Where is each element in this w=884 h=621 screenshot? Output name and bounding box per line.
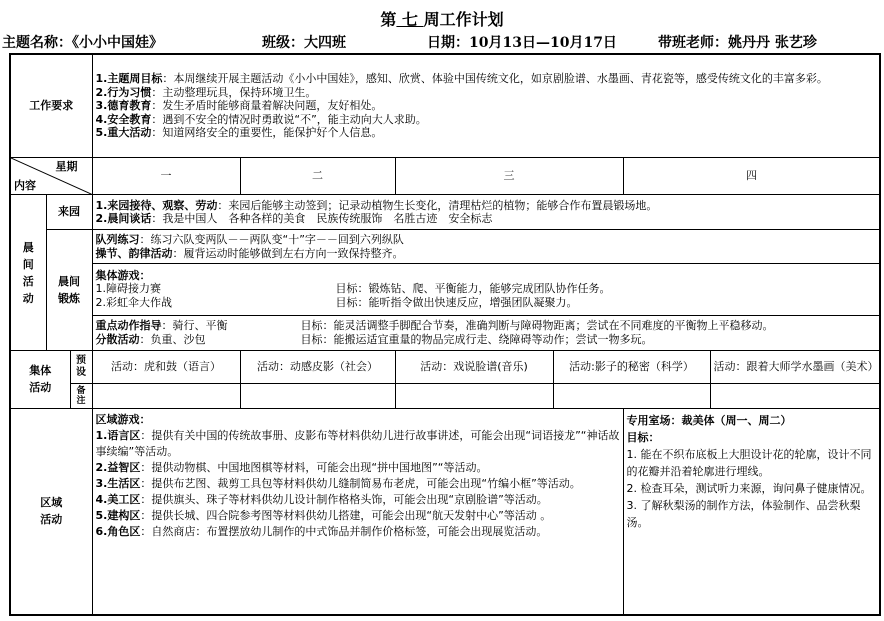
corner-cell [10,157,92,194]
area-games-content: 区域游戏： 1.语言区：提供有关中国的传统故事册、皮影布等材料供幼儿进行故事讲述，可能会出现“词语接龙”“神话故事续编”等活动。 2.益智区：提供动物棋、中国地图棋等材料，可能会出现“拼中国地图”“等活动。 3.生活区：提供布艺图、裁剪工具包等材料供幼儿缝制简易布老虎，可能会出现“竹编小框”等活动。 4.美工区：提供旗头、珠子等材料供幼儿设计制作格格头饰，可能会出现“京剧脸谱”等活动。 5.建构区：提供长城、四合院参考图等材料供幼儿搭建，可能会出现“航天发射中心”等活动 。 6.角色区：自然商店：布置摆放幼儿制作的中式饰品并制作价格标签，可能会出现展览活动。 [92,408,623,615]
area-item: 3.生活区：提供布艺图、裁剪工具包等材料供幼儿缝制简易布老虎，可能会出现“竹编小框”等活动。 [95,476,581,490]
work-req-item: 3.德育教育：发生矛盾时能够商量着解决问题，友好相处。 [95,99,383,113]
focus-goal: 目标：能灵活调整手脚配合节奏，准确判断与障碍物距离；尝试在不同难度的平衡物上平稳移动。 [300,318,774,332]
special-goal: 1. 能在不织布底板上大胆设计花的轮廓，设计不同的花瓣并沿着轮廓进行埋线。 [626,447,872,478]
work-req-item: 5.重大活动：知道网络安全的重要性，能保护好个人信息。 [95,126,383,140]
game-name: 2.彩虹伞大作战 [95,296,173,310]
group-activity: 活动：动感皮影（社会） [240,351,395,384]
group-activity: 活动：戏说脸谱(音乐) [395,351,553,384]
note-cell [710,384,880,409]
arrival-label: 来园 [46,195,92,230]
area-item: 5.建构区：提供长城、四合院参考图等材料供幼儿搭建，可能会出现“航天发射中心”等活动 。 [95,508,552,522]
week-number: 七 [396,10,424,29]
game-goal: 目标：能听指令做出快速反应，增强团队凝聚力。 [335,296,578,310]
corner-week-label: 星期 [55,159,78,173]
game-goal: 目标：锻炼钻、爬、平衡能力，能够完成团队协作任务。 [335,282,611,296]
day-header: 二 [240,157,395,194]
work-req-content [92,54,880,157]
special-goal: 3. 了解秋梨汤的制作方法，体验制作、品尝秋梨汤。 [626,498,861,529]
area-item: 2.益智区：提供动物棋、中国地图棋等材料，可能会出现“拼中国地图”“等活动。 [95,460,488,474]
game-name: 1.障碍接力赛 [95,282,162,296]
special-room-content: 专用室场：裁美体（周一、周二） 目标： 1. 能在不织布底板上大胆设计花的轮廓，设计不同的花瓣并沿着轮廓进行埋线。 2. 检查耳朵，测试听力来源，询问鼻子健康情况。 3. 了解秋梨汤的制作方法，体验制作、品尝秋梨汤。 [623,408,880,615]
group-activity: 活动：虎和鼓（语言） [92,351,240,384]
page-title: 第 七 周工作计划 [380,10,504,29]
note-cell [553,384,710,409]
area-item: 1.语言区：提供有关中国的传统故事册、皮影布等材料供幼儿进行故事讲述，可能会出现“词语接龙”“神话故事续编”等活动。 [95,428,620,458]
group-activity: 活动:影子的秘密（科学） [553,351,710,384]
morning-label: 晨间活动 [10,195,46,351]
group-activity: 活动：跟着大师学水墨画（美术） [710,351,880,384]
note-cell [240,384,395,409]
work-req-item: 2.行为习惯：主动整理玩具，保持环境卫生。 [95,85,317,99]
area-activity-label: 区域活动 [10,408,92,615]
area-item: 6.角色区：自然商店：布置摆放幼儿制作的中式饰品并制作价格标签，可能会出现展览活动。 [95,524,548,538]
corner-content-label: 内容 [14,178,36,192]
work-req-item: 1.主题周目标：本周继续开展主题活动《小小中国娃》，感知、欣赏、体验中国传统文化，如京剧脸谱、水墨画、青花瓷等，感受传统文化的丰富多彩。 [95,72,828,86]
teacher-field: 带班老师：姚丹丹 张艺珍 [658,35,817,51]
note-cell [395,384,553,409]
theme-field: 主题名称：《小小中国娃》 [2,35,163,51]
focus-content: 重点动作指导：骑行、平衡 目标：能灵活调整手脚配合节奏，准确判断与障碍物距离；尝试在不同难度的平衡物上平稳移动。 分散活动：负重、沙包 目标：能搬运适宜重量的物品完成行走、绕障碍等动作；尝试一物多玩。 [92,315,880,350]
work-req-item: 4.安全教育：遇到不安全的情况时勇敢说“不”，能主动向大人求助。 [95,112,427,126]
exercise-label: 晨间锻炼 [46,230,92,351]
work-req-label: 工作要求 [10,54,92,157]
special-goal: 2. 检查耳朵，测试听力来源，询问鼻子健康情况。 [626,481,872,495]
day-header: 三 [395,157,623,194]
note-label: 备注 [70,384,92,409]
area-item: 4.美工区：提供旗头、珠子等材料供幼儿设计制作格格头饰，可能会出现“京剧脸谱”等活动。 [95,492,548,506]
area-goal: 目标：能搬运适宜重量的物品完成行走、绕障碍等动作；尝试一物多玩。 [300,332,653,346]
day-header: 一 [92,157,240,194]
weekly-plan-table [9,53,881,616]
drill-content: 队列练习：练习六队变两队－－两队变“十”字－－回到六列纵队 操节、韵律活动：履背运动时能够做到左右方向一致保持整齐。 [92,230,880,264]
preset-label: 预设 [70,351,92,384]
group-game-content: 集体游戏： 1.障碍接力赛 目标：锻炼钻、爬、平衡能力，能够完成团队协作任务。 2.彩虹伞大作战 目标：能听指令做出快速反应，增强团队凝聚力。 [92,264,880,316]
note-cell [92,384,240,409]
class-field: 班级：大四班 [262,35,346,51]
day-header: 四 [623,157,880,194]
arrival-content: 1.来园接待、观察、劳动：来园后能够主动签到；记录动植物生长变化，清理枯烂的植物；能够合作布置晨锻场地。 2.晨间谈话：我是中国人 各种各样的美食 民族传统服饰 名胜古迹 安全标志 [92,195,880,230]
date-field: 日期：10月13日—10月17日 [427,35,617,51]
group-activity-label: 集体活动 [10,351,70,409]
